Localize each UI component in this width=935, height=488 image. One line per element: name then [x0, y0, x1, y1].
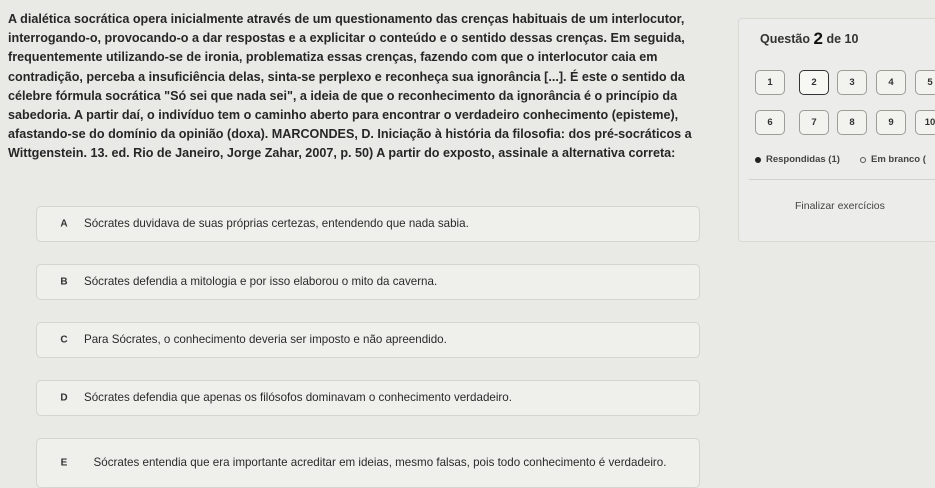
question-button-9[interactable]: 9	[876, 110, 906, 135]
question-button-6[interactable]: 6	[755, 110, 785, 135]
finish-exercises-button[interactable]: Finalizar exercícios	[795, 200, 885, 212]
blank-legend	[860, 154, 926, 165]
option-text: Sócrates defendia a mitologia e por isso elaborou o mito da caverna.	[84, 275, 438, 288]
option-text: Sócrates defendia que apenas os filósofos dominavam o conhecimento verdadeiro.	[84, 391, 512, 404]
question-button-5[interactable]: 5	[915, 70, 935, 95]
option-text: Para Sócrates, o conhecimento deveria ser imposto e não apreendido.	[84, 333, 447, 346]
question-navigator	[738, 18, 935, 242]
question-button-8[interactable]: 8	[837, 110, 867, 135]
option-letter: E	[60, 457, 68, 469]
question-text: A dialética socrática opera inicialmente através de um questionamento das crenças habituais de um interlocutor, interrogando-o, provocando-o a dar respostas e a explicitar o conteúdo e o sentido dessas crenças. Em seguida, frequentemente utilizando-se de ironia, problematiza essas crenças, fazendo com que o interlocutor caia em contradição, perceba a insuficiência delas, sinta-se perplexo e reconheça sua ignorância [...]. É este o sentido da célebre fórmula socrática "Só sei que nada sei", a ideia de que o reconhecimento da ignorância é o princípio da sabedoria. A partir daí, o indivíduo tem o caminho aberto para encontrar o verdadeiro conhecimento (episteme), afastando-se do domínio da opinião (doxa). MARCONDES, D. Iniciação à história da filosofia: dos pré-socráticos a Wittgenstein. 13. ed. Rio de Janeiro, Jorge Zahar, 2007, p. 50) A partir do exposto, assinale a alternativa correta:	[8, 12, 692, 161]
filled-dot-icon	[755, 157, 761, 163]
question-button-3[interactable]: 3	[837, 70, 867, 95]
empty-dot-icon	[860, 157, 866, 163]
answered-label: Respondidas (1)	[766, 154, 840, 165]
counter-prefix: Questão	[760, 32, 811, 46]
option-letter: C	[60, 334, 68, 346]
answer-options	[36, 206, 700, 488]
question-button-7[interactable]: 7	[799, 110, 829, 135]
question-counter	[760, 29, 858, 49]
option-text: Sócrates entendia que era importante acreditar em ideias, mesmo falsas, pois todo conhecimento é verdadeiro.	[93, 456, 667, 469]
counter-suffix: de 10	[826, 32, 859, 46]
option-e[interactable]	[36, 438, 700, 488]
question-button-2[interactable]: 2	[799, 70, 829, 95]
blank-label: Em branco (	[871, 154, 926, 165]
option-letter: D	[60, 392, 68, 404]
option-b[interactable]	[36, 264, 700, 300]
option-d[interactable]	[36, 380, 700, 416]
option-text: Sócrates duvidava de suas próprias certezas, entendendo que nada sabia.	[84, 217, 469, 230]
question-button-1[interactable]: 1	[755, 70, 785, 95]
answered-legend	[755, 154, 840, 165]
option-letter: A	[60, 218, 68, 230]
option-a[interactable]	[36, 206, 700, 242]
option-letter: B	[60, 276, 68, 288]
panel-divider	[749, 179, 935, 180]
question-button-10[interactable]: 10	[915, 110, 935, 135]
option-c[interactable]	[36, 322, 700, 358]
counter-current: 2	[813, 29, 823, 48]
question-button-4[interactable]: 4	[876, 70, 906, 95]
